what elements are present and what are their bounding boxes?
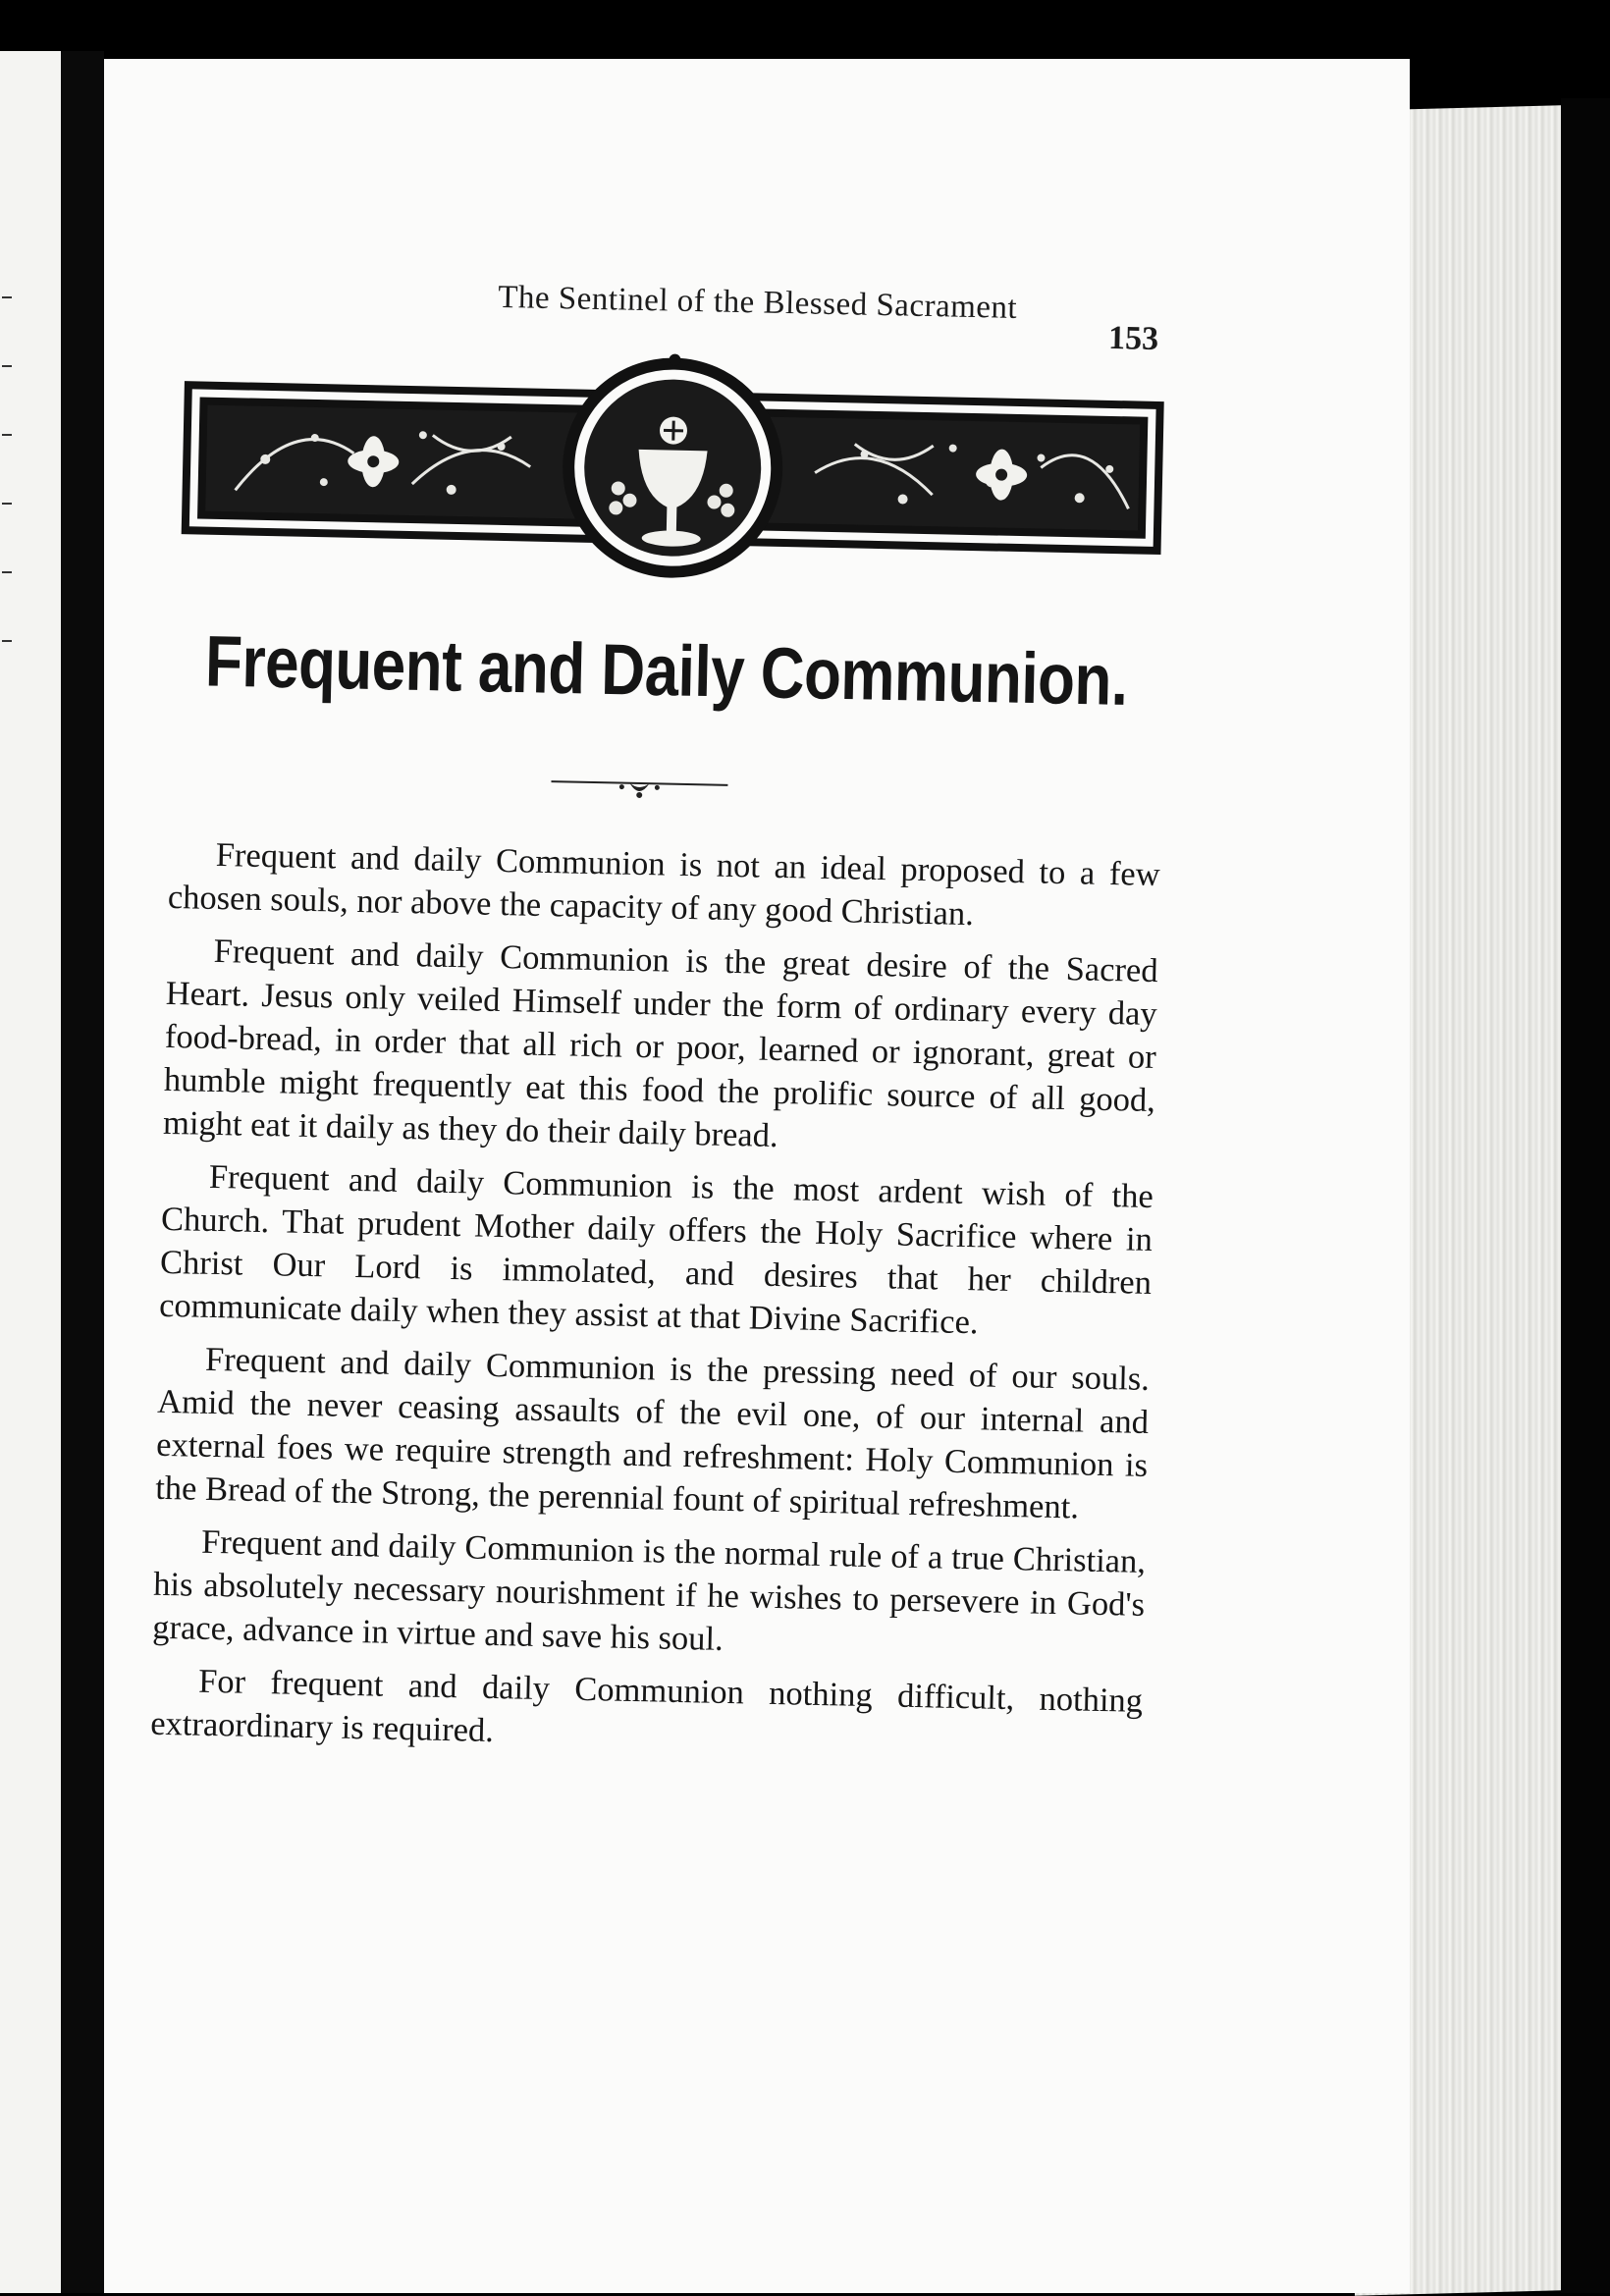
paragraph: Frequent and daily Communion is not an ideal proposed to a few chosen souls, nor above the capacity of any good Christian.: [167, 835, 1161, 934]
paragraph: Frequent and daily Communion is the most ardent wish of the Church. That prudent Mother daily offers the Holy Sacrifice where in Christ Our Lord is immolated, and desires that her children communicate daily when they assist at that Divine Sacrifice.: [158, 1157, 1154, 1342]
running-head: The Sentinel of the Blessed Sacrament: [497, 279, 1018, 326]
page-number: 153: [1107, 319, 1159, 357]
fleuron-divider-icon: [551, 772, 728, 805]
body-text: [150, 832, 1160, 1776]
edge-mark: [2, 503, 12, 505]
paragraph: Frequent and daily Communion is the pressing need of our souls. Amid the never ceasing assaults of the evil one, of our internal and external foes we require strength and refreshment: Holy Communion is the Bread of the Strong, the perennial fount of spiritual refreshment.: [154, 1340, 1151, 1526]
paragraph: Frequent and daily Communion is the normal rule of a true Christian, his absolutely necessary nourishment if he wishes to persevere in God's grace, advance in virtue and save his soul.: [151, 1522, 1147, 1658]
left-page-edge: [0, 51, 61, 2293]
book-page: [104, 59, 1410, 2293]
edge-mark: [2, 434, 12, 436]
background-edge: [1561, 98, 1610, 2293]
edge-mark: [2, 571, 12, 573]
page-content: [104, 59, 1410, 2293]
paragraph: Frequent and daily Communion is the great desire of the Sacred Heart. Jesus only veiled Himself under the form of ordinary every day food-bread, in order that all rich or poor, learned or ignorant, great or humble might frequently eat this food the prolific source of all good, might eat it daily as they do their daily bread.: [162, 932, 1158, 1154]
edge-mark: [2, 640, 12, 642]
paragraph: For frequent and daily Communion nothing difficult, nothing extraordinary is required.: [149, 1662, 1144, 1750]
edge-mark: [2, 365, 12, 367]
chalice-banner-ornament-icon: [175, 342, 1171, 608]
edge-mark: [2, 296, 12, 298]
page-title: Frequent and Daily Communion.: [204, 621, 1129, 721]
book-gutter: [61, 51, 104, 2293]
